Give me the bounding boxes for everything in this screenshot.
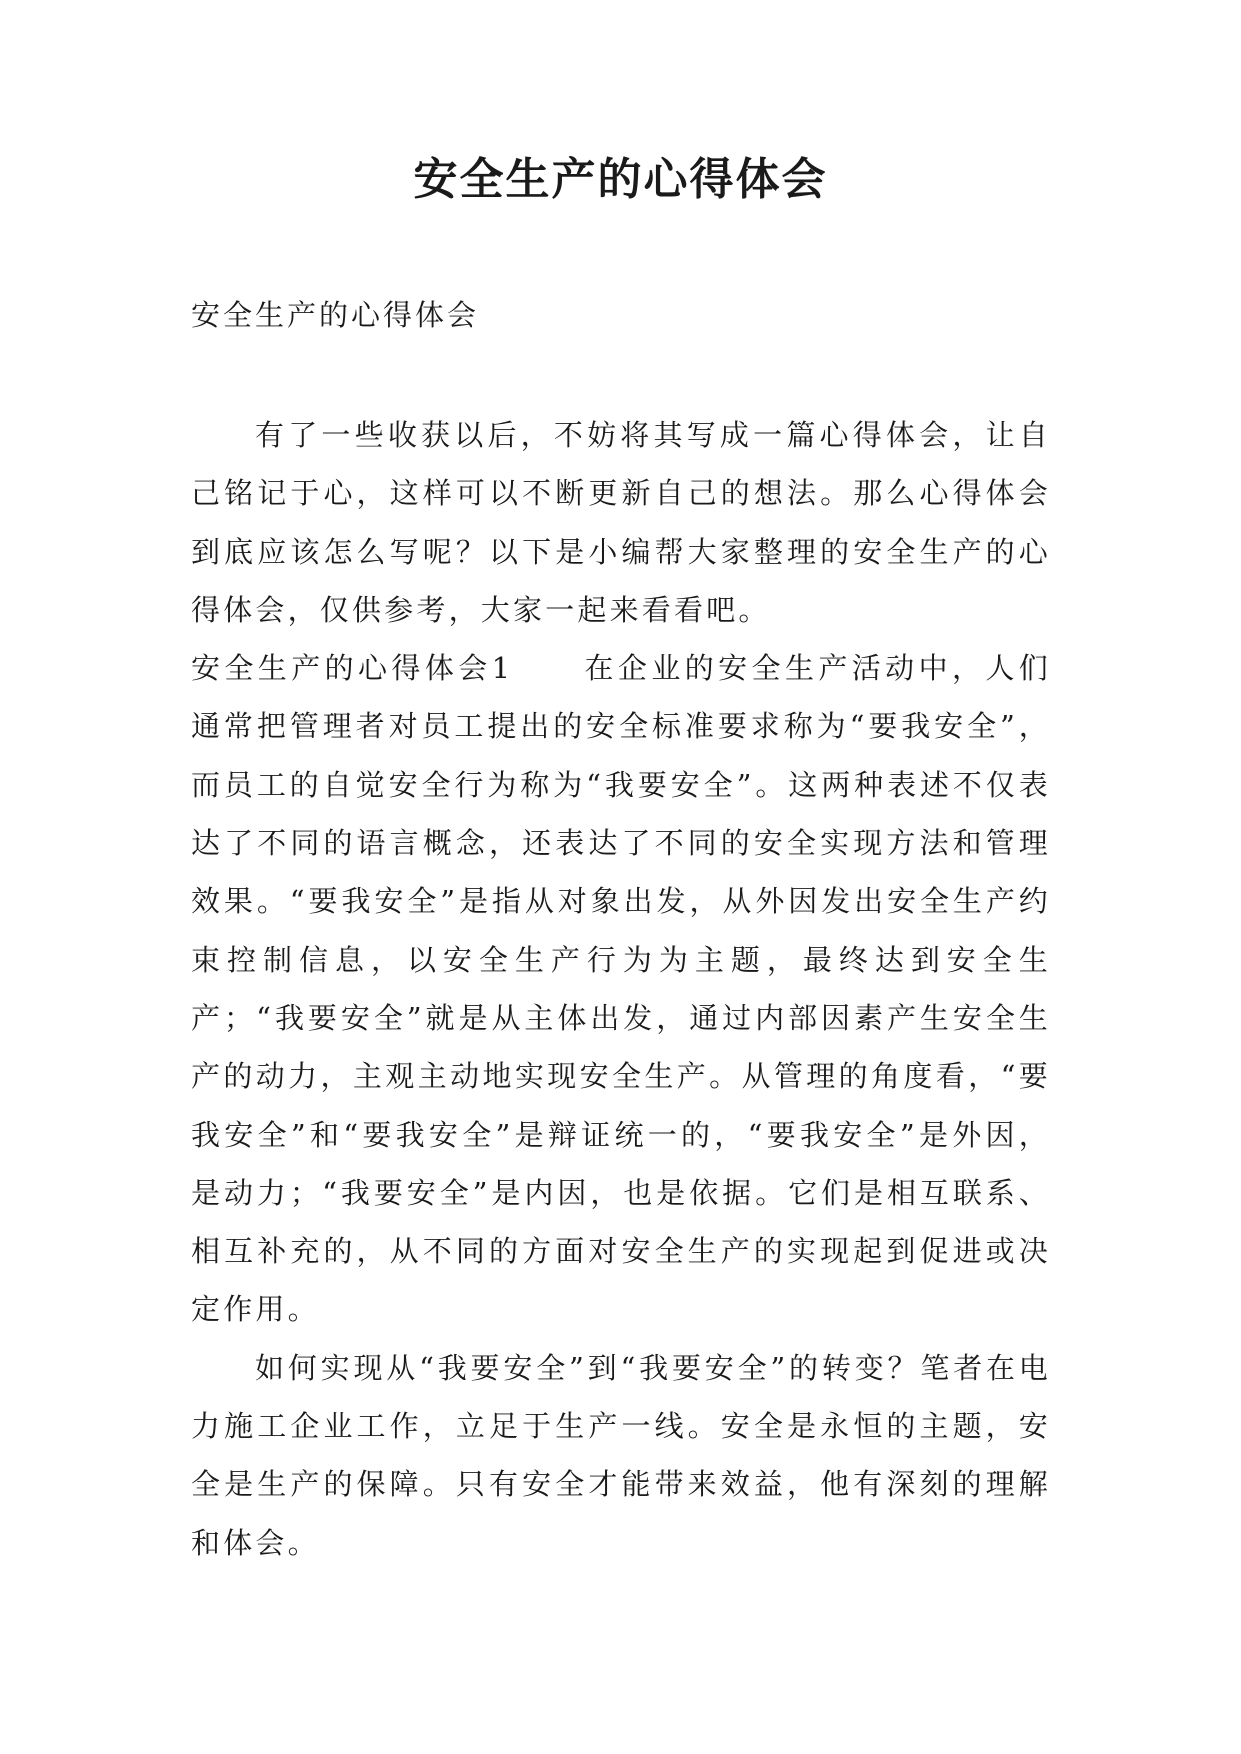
section-1-paragraph [191,639,1051,1339]
document-subtitle: 安全生产的心得体会 [191,298,480,332]
paragraph-3: 如何实现从“我要安全”到“我要安全”的转变？笔者在电力施工企业工作，立足于生产一线。安全是永恒的主题，安全是生产的保障。只有安全才能带来效益，他有深刻的理解和体会。 [191,1350,1051,1560]
section-1-heading: 安全生产的心得体会1 [191,651,514,686]
document-title: 安全生产的心得体会 [413,154,828,205]
section-1-body: 在企业的安全生产活动中，人们通常把管理者对员工提出的安全标准要求称为“要我安全”，而员工的自觉安全行为称为“我要安全”。这两种表述不仅表达了不同的语言概念，还表达了不同的安全实现方法和管理效果。“要我安全”是指从对象出发，从外因发出安全生产约束控制信息，以安全生产行为为主题，最终达到安全生产；“我要安全”就是从主体出发，通过内部因素产生安全生产的动力，主观主动地实现安全生产。从管理的角度看，“要我安全”和“要我安全”是辩证统一的，“要我安全”是外因，是动力；“我要安全”是内因，也是依据。它们是相互联系、相互补充的，从不同的方面对安全生产的实现起到促进或决定作用。 [191,651,1051,1327]
document-body [191,406,1051,1572]
intro-paragraph: 有了一些收获以后，不妨将其写成一篇心得体会，让自己铭记于心，这样可以不断更新自己的想法。那么心得体会到底应该怎么写呢？以下是小编帮大家整理的安全生产的心得体会，仅供参考，大家一起来看看吧。 [191,418,1051,627]
